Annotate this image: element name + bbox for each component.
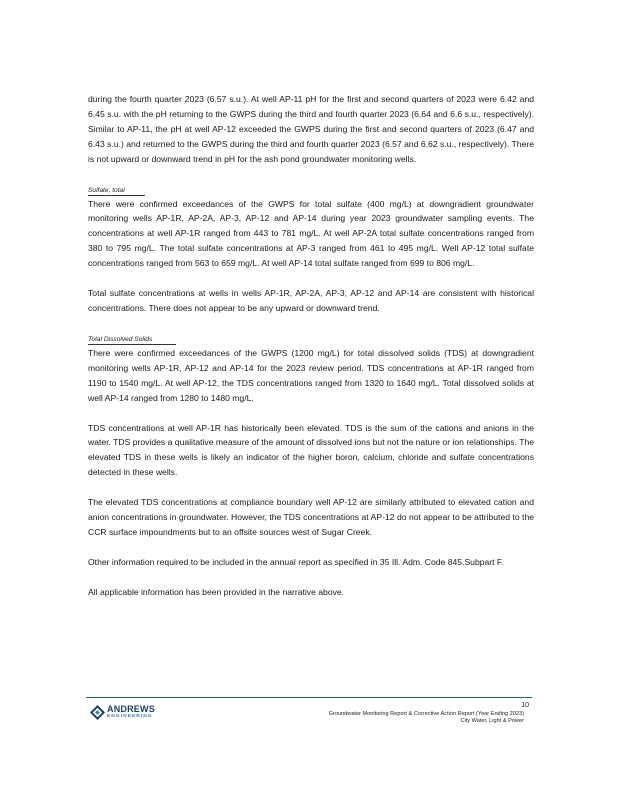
sulfate-paragraph-1: There were confirmed exceedances of the GWPS for total sulfate (400 mg/L) at downgradient groundwater monitoring wells AP-1R, AP-2A, AP-3, AP-12 and AP-14 during year 2023 groundwater sampling events. The concentrations at well AP-1R ranged from 443 to 781 mg/L. At well AP-2A total sulfate concentrations ranged from 380 to 795 mg/L. The total sulfate concentrations at AP-3 ranged from 461 to 495 mg/L. Well AP-12 total sulfate concentrations ranged from 563 to 659 mg/L. At well AP-14 total sulfate ranged from 699 to 806 mg/L. [88, 198, 534, 269]
logo-name: ANDREWS [107, 704, 155, 714]
footer-divider [86, 697, 532, 698]
tds-paragraph-3: The elevated TDS concentrations at compliance boundary well AP-12 are similarly attributed to elevated cation and anion concentrations in groundwater. However, the TDS concentrations at AP-12 do not appear to be attributed to the CCR surface impoundments but to an offsite sources west of Sugar Creek. [88, 497, 534, 537]
report-body [88, 92, 534, 600]
footer-client: City Water, Light & Power [460, 718, 524, 725]
footer-report-info [329, 711, 524, 726]
sulfate-heading: Sulfate, total [88, 186, 145, 196]
footer-report-title: Groundwater Monitoring Report & Corrective Action Report (Year Ending 2023) [328, 711, 524, 717]
ph-paragraph: during the fourth quarter 2023 (6.57 s.u.). At well AP-11 pH for the first and second quarters of 2023 were 6.42 and 6.45 s.u. with the pH returning to the GWPS during the third and fourth quarter 2023 (6.64 and 6.6 s.u., respectively). Similar to AP-11, the pH at well AP-12 exceeded the GWPS during the first and second quarters of 2023 (6.47 and 6.43 s.u.) and returned to the GWPS during the third and fourth quarter 2023 (6.57 and 6.62 s.u., respectively). There is not upward or downward trend in pH for the ash pond groundwater monitoring wells. [88, 94, 534, 164]
tds-paragraph-1: There were confirmed exceedances of the GWPS (1200 mg/L) for total dissolved solids (TDS) at downgradient monitoring wells AP-1R, AP-12 and AP-14 for the 2023 review period. TDS concentrations at AP-1R ranged from 1190 to 1540 mg/L. At well AP-12, the TDS concentrations ranged from 1320 to 1640 mg/L. Total dissolved solids at well AP-14 ranged from 1280 to 1480 mg/L. [88, 347, 534, 403]
all-info-paragraph: All applicable information has been provided in the narrative above. [88, 586, 345, 597]
tds-paragraph-2: TDS concentrations at well AP-1R has historically been elevated. TDS is the sum of the cations and anions in the water. TDS provides a qualitative measure of the amount of dissolved ions but not the nature or ion relationships. The elevated TDS in these wells is likely an indicator of the higher boron, calcium, chloride and sulfate concentrations detected in these wells. [88, 422, 534, 478]
tds-heading: Total Dissolved Solids [88, 335, 176, 345]
other-info-paragraph: Other information required to be included in the annual report as specified in 35 Ill. Adm. Code 845.Subpart F. [88, 556, 504, 567]
company-logo [90, 703, 170, 721]
logo-subtitle: ENGINEERING [107, 714, 153, 719]
logo-diamond-icon [90, 705, 105, 720]
sulfate-paragraph-2: Total sulfate concentrations at wells in wells AP-1R, AP-2A, AP-3, AP-12 and AP-14 are consistent with historical concentrations. There does not appear to be any upward or downward trend. [88, 288, 534, 313]
page-number: 10 [521, 702, 529, 709]
